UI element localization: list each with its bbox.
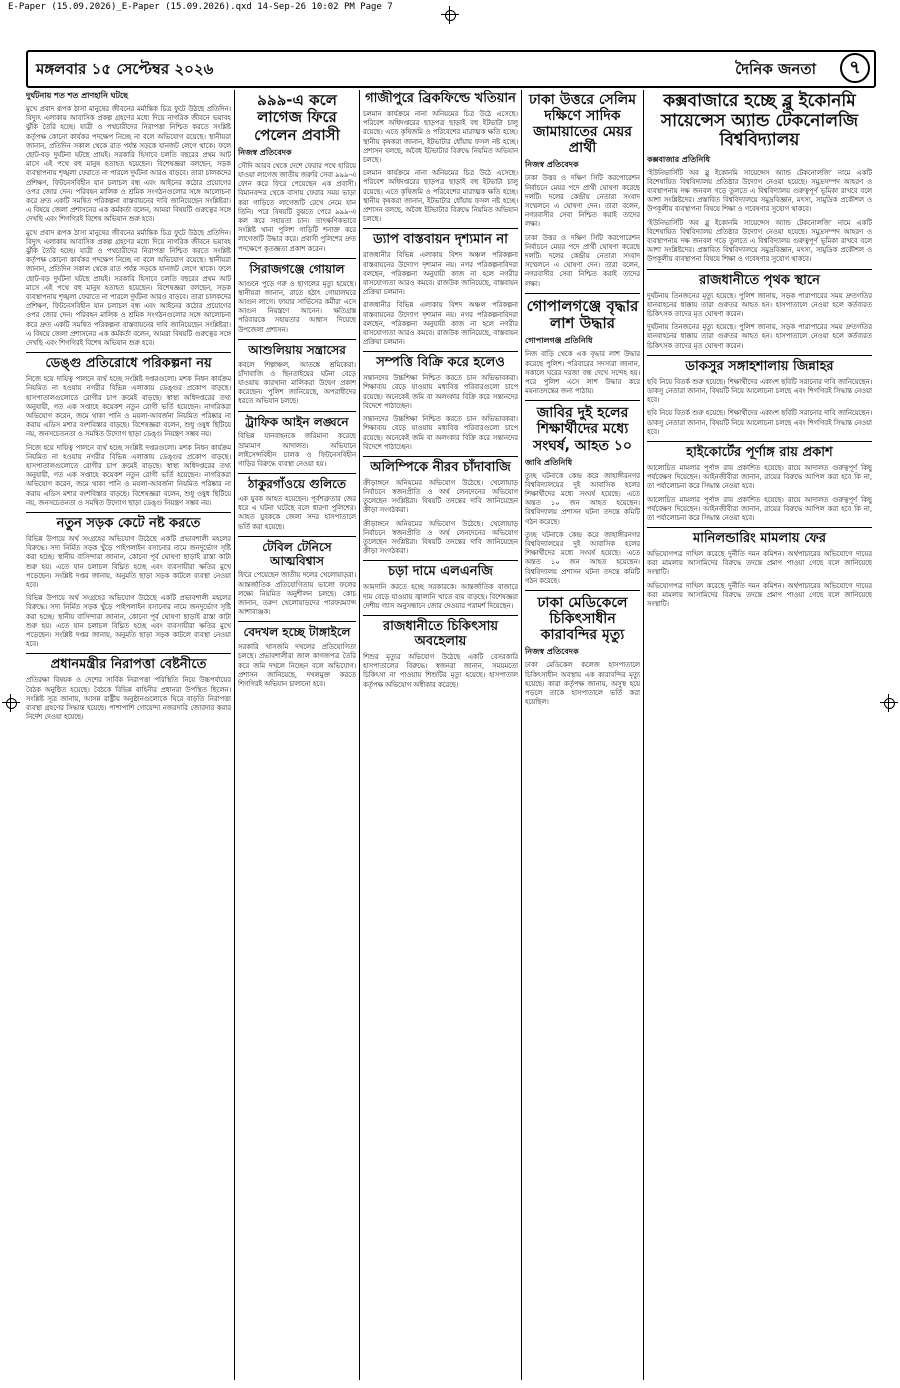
- registration-mark-icon: [880, 694, 898, 712]
- byline: গোপালগঞ্জ প্রতিনিধি: [525, 336, 593, 346]
- divider: [26, 512, 231, 513]
- headline: কক্সবাজারে হচ্ছে ব্লু ইকোনমি সায়েন্সেস অ্যান্ড টেকনোলজি বিশ্ববিদ্যালয়: [660, 91, 859, 151]
- article-body: রাজধানীর বিভিন্ন এলাকায় বিশদ অঞ্চল পরিকল্পনা বাস্তবায়নের উদ্যোগ দৃশ্যমান নয়। নগর পরিকল্পনাবিদরা বলছেন, পরিকল্পনা অনুযায়ী কাজ না হলে নগরীর বাসযোগ্যতা আরও কমবে। রাজউক জানিয়েছে, বাস্তবায়ন প্রক্রিয়া চলমান।: [363, 301, 518, 347]
- column-1: [26, 90, 231, 1380]
- headline: গাজীপুরে ব্রিকফিল্ডে খতিয়ান: [365, 91, 516, 106]
- article-body: আমদানি করতে হচ্ছে সরকারকে। আন্তর্জাতিক বাজারে দাম বেড়ে যাওয়ায় জ্বালানি খাতে ব্যয় বাড়ছে। বিশেষজ্ঞরা দেশীয় গ্যাস অনুসন্ধানে জোর দেওয়ার পরামর্শ দিয়েছেন।: [363, 583, 518, 610]
- column-5: [647, 90, 872, 1380]
- headline: সিরাজগঞ্জে গোয়াল: [249, 261, 345, 276]
- divider: [363, 351, 518, 352]
- headline: টেবিল টেনিসে আত্মবিশ্বাস: [262, 539, 332, 568]
- article-body: বিভিন্ন উপায়ে অর্থ সংগ্রহের অভিযোগ উঠেছে একটি প্রভাবশালী মহলের বিরুদ্ধে। সদ্য নির্মিত সড়ক খুঁড়ে পাইপলাইন বসানোর নামে জনদুর্ভোগ সৃষ্টি করা হচ্ছে। স্থানীয় বাসিন্দারা জানান, কোনো পূর্ব ঘোষণা ছাড়াই রাস্তা কাটা শুরু হয়। এতে যান চলাচল বিঘ্নিত হচ্ছে এবং ব্যবসায়ীরা ক্ষতির মুখে পড়েছেন। সংশ্লিষ্ট দপ্তর জানায়, অনুমতি ছাড়া সড়ক কাটলে ব্যবস্থা নেওয়া হবে।: [26, 594, 231, 649]
- article-body: ঢাকা উত্তর ও দক্ষিণ সিটি করপোরেশন নির্বাচনে মেয়র পদে প্রার্থী ঘোষণা করেছে দলটি। দলের কেন্দ্রীয় নেতারা সংবাদ সম্মেলনে এ ঘোষণা দেন। তারা বলেন, নগরবাসীর সেবা নিশ্চিত করাই তাদের লক্ষ্য।: [525, 174, 640, 229]
- article-body: সরকারি খাসজমি দখলের প্রতিযোগিতা চলছে। প্রভাবশালীরা জাল কাগজপত্র তৈরি করে জমি দখলে নিচ্ছেন বলে অভিযোগ। প্রশাসন জানিয়েছে, দখলমুক্ত করতে শিগগিরই অভিযান চালানো হবে।: [238, 643, 356, 689]
- headline: রাজধানীতে পৃথক স্থানে: [699, 272, 820, 288]
- article-body: কবলে শিল্পাঞ্চল, আতঙ্কে শ্রমিকেরা। চাঁদাবাজি ও ছিনতাইয়ের ঘটনা বেড়ে যাওয়ায় কারখানা মালিকরা উদ্বেগ প্রকাশ করেছেন। পুলিশ জানিয়েছে, অপরাধীদের ধরতে অভিযান চলছে।: [238, 360, 356, 406]
- article-body: সৌদি আরব থেকে দেশে ফেরার পথে হারিয়ে যাওয়া লাগেজ জাতীয় জরুরি সেবা ৯৯৯-এ ফোন করে ফিরে পেয়েছেন এক প্রবাসী। বিমানবন্দর থেকে বাসায় ফেরার সময় ভাড়া করা গাড়িতে লাগেজটি রেখে নেমে যান তিনি। পরে বিষয়টি বুঝতে পেরে ৯৯৯-এ কল করে সহায়তা চান। তাৎক্ষণিকভাবে সংশ্লিষ্ট থানা পুলিশ গাড়িটি শনাক্ত করে লাগেজটি উদ্ধার করে। প্রবাসী পুলিশের দ্রুত পদক্ষেপে কৃতজ্ঞতা প্রকাশ করেন।: [238, 161, 356, 253]
- headline: নতুন সড়ক কেটে নষ্ট করতে: [56, 516, 201, 532]
- divider: [525, 400, 640, 401]
- headline: ঠাকুরগাঁওয়ে গুলিতে: [248, 477, 346, 492]
- article-body: অভিযোগপত্র দাখিল করেছে দুর্নীতি দমন কমিশন। অর্থপাচারের অভিযোগে দায়ের করা মামলায় আসামিদের বিরুদ্ধে তদন্তে প্রমাণ পাওয়া গেছে বলে জানিয়েছে সংস্থাটি।: [647, 550, 872, 577]
- article-body: রাজধানীর বিভিন্ন এলাকায় বিশদ অঞ্চল পরিকল্পনা বাস্তবায়নের উদ্যোগ দৃশ্যমান নয়। নগর পরিকল্পনাবিদরা বলছেন, পরিকল্পনা অনুযায়ী কাজ না হলে নগরীর বাসযোগ্যতা আরও কমবে। রাজউক জানিয়েছে, বাস্তবায়ন প্রক্রিয়া চলমান।: [363, 251, 518, 297]
- byline: কক্সবাজার প্রতিনিধি: [647, 154, 711, 164]
- headline: গোপালগঞ্জে বৃদ্ধার লাশ উদ্ধার: [526, 296, 639, 333]
- byline: জাবি প্রতিনিধি: [525, 457, 573, 467]
- column-4: [525, 90, 640, 1380]
- article-body: তুচ্ছ ঘটনাকে কেন্দ্র করে জাহাঙ্গীরনগর বিশ্ববিদ্যালয়ের দুই আবাসিক হলের শিক্ষার্থীদের মধ্যে সংঘর্ষ হয়েছে। এতে অন্তত ১০ জন আহত হয়েছেন। বিশ্ববিদ্যালয় প্রশাসন ঘটনা তদন্তে কমিটি গঠন করেছে।: [525, 471, 640, 526]
- article-body: দুর্ঘটনায় তিনজনের মৃত্যু হয়েছে। পুলিশ জানায়, সড়ক পারাপারের সময় দ্রুতগতির যানবাহনের ধাক্কায় তারা গুরুতর আহত হন। হাসপাতালে নেওয়া হলে কর্তব্যরত চিকিৎসক তাদের মৃত ঘোষণা করেন।: [647, 323, 872, 350]
- byline: নিজস্ব প্রতিবেদক: [525, 647, 579, 657]
- headline: ট্রাফিক আইন লঙ্ঘনে: [245, 414, 349, 429]
- article-body: প্রতিরক্ষা বিষয়ক ও দেশের সার্বিক নিরাপত্তা পরিস্থিতি নিয়ে উচ্চপর্যায়ের বৈঠক অনুষ্ঠিত হয়েছে। বৈঠকে বিভিন্ন বাহিনীর প্রধানরা উপস্থিত ছিলেন। সংশ্লিষ্ট সূত্র জানায়, আসন্ন রাষ্ট্রীয় অনুষ্ঠানগুলোকে ঘিরে বাড়তি নিরাপত্তা ব্যবস্থা গ্রহণের সিদ্ধান্ত হয়েছে। পাশাপাশি গোয়েন্দা নজরদারি জোরদার করার নির্দেশ দেওয়া হয়েছে।: [26, 676, 231, 722]
- byline: নিজস্ব প্রতিবেদক: [525, 160, 579, 170]
- divider: [647, 441, 872, 442]
- divider: [26, 352, 231, 353]
- headline: ডাকসুর সঙ্গাহশালায় জিন্নাহর: [685, 358, 834, 374]
- article-body: আলোচিত মামলার পূর্ণাঙ্গ রায় প্রকাশিত হয়েছে। রায়ে আদালত গুরুত্বপূর্ণ কিছু পর্যবেক্ষণ দিয়েছেন। আইনজীবীরা জানান, রায়ের বিরুদ্ধে আপিল করা হবে কি না, তা পর্যালোচনা করে সিদ্ধান্ত নেওয়া হবে।: [647, 463, 872, 491]
- divider: [363, 228, 518, 229]
- headline: ৯৯৯-এ কলে লাগেজ ফিরে পেলেন প্রবাসী: [254, 91, 340, 144]
- masthead: [26, 50, 876, 88]
- divider: [363, 615, 518, 616]
- article-kicker: দুর্ঘটনায় শত শত প্রাণহানি ঘটছে: [26, 91, 129, 100]
- article-body: অভিযোগপত্র দাখিল করেছে দুর্নীতি দমন কমিশন। অর্থপাচারের অভিযোগে দায়ের করা মামলায় আসামিদের বিরুদ্ধে তদন্তে প্রমাণ পাওয়া গেছে বলে জানিয়েছে সংস্থাটি।: [647, 581, 872, 609]
- column-divider: [643, 90, 644, 1380]
- registration-mark-icon: [2, 694, 20, 712]
- divider: [647, 269, 872, 270]
- column-divider: [359, 90, 360, 1380]
- article-body: বিভিন্ন যানবাহনকে জরিমানা করেছে ভ্রাম্যমাণ আদালত। অভিযানে লাইসেন্সবিহীন চালক ও ফিটনেসবিহীন গাড়ির বিরুদ্ধে ব্যবস্থা নেওয়া হয়।: [238, 432, 356, 469]
- headline: অলিম্পিকে নীরব চাঁদাবাজি: [370, 459, 511, 475]
- article-body: নিজে হয়ে দায়িত্ব পালনে ব্যর্থ হচ্ছে সংশ্লিষ্ট দপ্তরগুলো। মশক নিধন কার্যক্রম নিয়মিত না হওয়ায় নগরীর বিভিন্ন এলাকায় ডেঙ্গুর প্রকোপ বাড়ছে। হাসপাতালগুলোতে রোগীর চাপ ক্রমেই বাড়ছে। স্বাস্থ্য অধিদপ্তরের তথ্য অনুযায়ী, গত এক সপ্তাহে কয়েকশ নতুন রোগী ভর্তি হয়েছেন। নাগরিকরা অভিযোগ করেন, জমে থাকা পানি ও ময়লা-আবর্জনা নিয়মিত পরিষ্কার না করায় এডিস মশার বংশবিস্তার বাড়ছে। বিশেষজ্ঞরা বলেন, শুধু ওষুধ ছিটিয়ে নয়, জনসচেতনতা ও সমন্বিত উদ্যোগ ছাড়া ডেঙ্গু নিয়ন্ত্রণ সম্ভব নয়।: [26, 443, 231, 507]
- headline: জাবির দুই হলের শিক্ষার্থীদের মধ্যে সংঘর্ষ, আহত ১০: [532, 405, 633, 454]
- article-body: ক্রীড়াঙ্গনে অনিয়মের অভিযোগ উঠেছে। খেলোয়াড় নির্বাচনে স্বজনপ্রীতি ও অর্থ লেনদেনের অভিযোগ তুলেছেন সংশ্লিষ্টরা। বিষয়টি তদন্তের দাবি জানিয়েছেন ক্রীড়া সংগঠকরা।: [363, 519, 518, 556]
- issue-date: মঙ্গলবার ১৫ সেপ্টেম্বর ২০২৬: [36, 60, 214, 78]
- article-body: সন্তানদের উচ্চশিক্ষা নিশ্চিত করতে চান অভিভাবকরা। শিক্ষাব্যয় বেড়ে যাওয়ায় মধ্যবিত্ত পরিবারগুলো চাপে রয়েছে। অনেকেই জমি বা অলংকার বিক্রি করে সন্তানদের বিদেশে পাঠাচ্ছেন।: [363, 374, 518, 410]
- article-body: চলমান কার্যক্রমে নানা অনিয়মের চিত্র উঠে এসেছে। পরিবেশ অধিদপ্তরের ছাড়পত্র ছাড়াই বহু ইটভাটা চালু রয়েছে। এতে কৃষিজমি ও পরিবেশের মারাত্মক ক্ষতি হচ্ছে। স্থানীয় কৃষকরা জানান, ইটভাটার ধোঁয়ায় ফসল নষ্ট হচ্ছে। প্রশাসন বলছে, অবৈধ ইটভাটার বিরুদ্ধে নিয়মিত অভিযান চলছে।: [363, 169, 518, 224]
- article-body: ঢাকা উত্তর ও দক্ষিণ সিটি করপোরেশন নির্বাচনে মেয়র পদে প্রার্থী ঘোষণা করেছে দলটি। দলের কেন্দ্রীয় নেতারা সংবাদ সম্মেলনে এ ঘোষণা দেন। তারা বলেন, নগরবাসীর সেবা নিশ্চিত করাই তাদের লক্ষ্য।: [525, 233, 640, 288]
- divider: [238, 339, 356, 340]
- divider: [363, 456, 518, 457]
- headline: ঢাকা উত্তরে সেলিম দক্ষিণে সাদিক জামায়াতের মেয়র প্রার্থী: [529, 92, 636, 157]
- article-body: ক্রীড়াঙ্গনে অনিয়মের অভিযোগ উঠেছে। খেলোয়াড় নির্বাচনে স্বজনপ্রীতি ও অর্থ লেনদেনের অভিযোগ তুলেছেন সংশ্লিষ্টরা। বিষয়টি তদন্তের দাবি জানিয়েছেন ক্রীড়া সংগঠকরা।: [363, 478, 518, 515]
- divider: [525, 293, 640, 294]
- article-body: মুখে প্রবাদ রূপক ঠাসা মানুষের জীবনের মর্মান্তিক চিত্র ফুটে উঠছে প্রতিদিন। বিদ্যুৎ এলাকায় আবাসিক প্রকল্প গ্রহণের মধ্যে দিয়ে নাগরিক জীবনে ভয়াবহ ঝুঁকি তৈরি হচ্ছে। যাত্রী ও পথচারীদের নিরাপত্তা নিশ্চিত করতে সংশ্লিষ্ট কর্তৃপক্ষ কোনো কার্যকর পদক্ষেপ নিচ্ছে না বলে অভিযোগ রয়েছে। স্থানীয়রা জানান, প্রতিদিন সকাল থেকে রাত পর্যন্ত সড়কে যানজট লেগে থাকে। ফলে ছোট-বড় দুর্ঘটনা ঘটছে প্রায়ই। সরকারি হিসাবে চলতি বছরের প্রথম আট মাসে এই পথে বহু মানুষ হতাহত হয়েছেন। বিশেষজ্ঞরা বলছেন, সড়ক ব্যবস্থাপনায় শৃঙ্খলা ফেরাতে না পারলে দুর্ঘটনা আরও বাড়বে। তারা চালকদের প্রশিক্ষণ, ফিটনেসবিহীন যান চলাচল বন্ধ এবং আইনের কঠোর প্রয়োগের ওপর জোর দেন। পরিবহন মালিক ও শ্রমিক সংগঠনগুলোর সঙ্গে আলোচনা করে দ্রুত একটি সমন্বিত পরিকল্পনা বাস্তবায়নের দাবি জানিয়েছেন সংশ্লিষ্টরা। এ বিষয়ে জেলা প্রশাসনের এক কর্মকর্তা বলেন, আমরা বিষয়টি গুরুত্বের সঙ্গে দেখছি এবং শিগগিরই বিশেষ অভিযান শুরু হবে।: [26, 228, 231, 348]
- headline: সম্পত্তি বিক্রি করে হলেও: [376, 355, 505, 371]
- article-body: নিজ বাড়ি থেকে এক বৃদ্ধার লাশ উদ্ধার করেছে পুলিশ। পরিবারের সদস্যরা জানান, সকালে ঘরের দরজা বন্ধ দেখে সন্দেহ হয়। পরে পুলিশ এসে লাশ উদ্ধার করে ময়নাতদন্তের জন্য পাঠায়।: [525, 350, 640, 396]
- headline: বেদখল হচ্ছে টাঙ্গাইলে: [243, 625, 351, 640]
- column-divider: [234, 90, 235, 1380]
- column-3: [363, 90, 518, 1380]
- article-body: ‘ইউনিভার্সিটি অব ব্লু ইকোনমি সায়েন্সেস অ্যান্ড টেকনোলজি’ নামে একটি বিশেষায়িত বিশ্ববিদ্যালয় প্রতিষ্ঠার উদ্যোগ নেওয়া হয়েছে। সমুদ্রসম্পদ আহরণ ও ব্যবস্থাপনায় দক্ষ জনবল গড়ে তুলতে এ বিশ্ববিদ্যালয় গুরুত্বপূর্ণ ভূমিকা রাখবে বলে আশা সংশ্লিষ্টদের। প্রস্তাবিত বিশ্ববিদ্যালয়ে সমুদ্রবিজ্ঞান, মৎস্য, সামুদ্রিক প্রকৌশল ও উপকূলীয় ব্যবস্থাপনা বিষয়ে শিক্ষা ও গবেষণার সুযোগ থাকবে।: [647, 218, 872, 264]
- divider: [238, 536, 356, 537]
- article-body: মুখে প্রবাদ রূপক ঠাসা মানুষের জীবনের মর্মান্তিক চিত্র ফুটে উঠছে প্রতিদিন। বিদ্যুৎ এলাকায় আবাসিক প্রকল্প গ্রহণের মধ্যে দিয়ে নাগরিক জীবনে ভয়াবহ ঝুঁকি তৈরি হচ্ছে। যাত্রী ও পথচারীদের নিরাপত্তা নিশ্চিত করতে সংশ্লিষ্ট কর্তৃপক্ষ কোনো কার্যকর পদক্ষেপ নিচ্ছে না বলে অভিযোগ রয়েছে। স্থানীয়রা জানান, প্রতিদিন সকাল থেকে রাত পর্যন্ত সড়কে যানজট লেগে থাকে। ফলে ছোট-বড় দুর্ঘটনা ঘটছে প্রায়ই। সরকারি হিসাবে চলতি বছরের প্রথম আট মাসে এই পথে বহু মানুষ হতাহত হয়েছেন। বিশেষজ্ঞরা বলছেন, সড়ক ব্যবস্থাপনায় শৃঙ্খলা ফেরাতে না পারলে দুর্ঘটনা আরও বাড়বে। তারা চালকদের প্রশিক্ষণ, ফিটনেসবিহীন যান চলাচল বন্ধ এবং আইনের কঠোর প্রয়োগের ওপর জোর দেন। পরিবহন মালিক ও শ্রমিক সংগঠনগুলোর সঙ্গে আলোচনা করে দ্রুত একটি সমন্বিত পরিকল্পনা বাস্তবায়নের দাবি জানিয়েছেন সংশ্লিষ্টরা। এ বিষয়ে জেলা প্রশাসনের এক কর্মকর্তা বলেন, আমরা বিষয়টি গুরুত্বের সঙ্গে দেখছি এবং শিগগিরই বিশেষ অভিযান শুরু হবে।: [26, 105, 231, 224]
- article-body: বিভিন্ন উপায়ে অর্থ সংগ্রহের অভিযোগ উঠেছে একটি প্রভাবশালী মহলের বিরুদ্ধে। সদ্য নির্মিত সড়ক খুঁড়ে পাইপলাইন বসানোর নামে জনদুর্ভোগ সৃষ্টি করা হচ্ছে। স্থানীয় বাসিন্দারা জানান, কোনো পূর্ব ঘোষণা ছাড়াই রাস্তা কাটা শুরু হয়। এতে যান চলাচল বিঘ্নিত হচ্ছে এবং ব্যবসায়ীরা ক্ষতির মুখে পড়েছেন। সংশ্লিষ্ট দপ্তর জানায়, অনুমতি ছাড়া সড়ক কাটলে ব্যবস্থা নেওয়া হবে।: [26, 535, 231, 590]
- headline: প্রধানমন্ত্রীর নিরাপত্তা বেষ্টনীতে: [50, 657, 207, 673]
- column-2: [238, 90, 356, 1380]
- article-body: চলমান কার্যক্রমে নানা অনিয়মের চিত্র উঠে এসেছে। পরিবেশ অধিদপ্তরের ছাড়পত্র ছাড়াই বহু ইটভাটা চালু রয়েছে। এতে কৃষিজমি ও পরিবেশের মারাত্মক ক্ষতি হচ্ছে। স্থানীয় কৃষকরা জানান, ইটভাটার ধোঁয়ায় ফসল নষ্ট হচ্ছে। প্রশাসন বলছে, অবৈধ ইটভাটার বিরুদ্ধে নিয়মিত অভিযান চলছে।: [363, 109, 518, 164]
- headline: আশুলিয়ায় সন্ত্রাসের: [248, 342, 346, 357]
- headline: মানিলন্ডারিং মামলায় ফের: [692, 531, 827, 547]
- headline: ড্যাপ বাস্তবায়ন দৃশ্যমান না: [373, 232, 508, 248]
- article-body: দুর্ঘটনায় তিনজনের মৃত্যু হয়েছে। পুলিশ জানায়, সড়ক পারাপারের সময় দ্রুতগতির যানবাহনের ধাক্কায় তারা গুরুতর আহত হন। হাসপাতালে নেওয়া হলে কর্তব্যরত চিকিৎসক তাদের মৃত ঘোষণা করেন।: [647, 291, 872, 319]
- divider: [238, 258, 356, 259]
- registration-mark-icon: [441, 6, 459, 24]
- divider: [525, 590, 640, 591]
- divider: [238, 473, 356, 474]
- divider: [238, 411, 356, 412]
- divider: [647, 355, 872, 356]
- headline: হাইকোর্টের পূর্ণাঙ্গ রায় প্রকাশ: [686, 444, 833, 460]
- article-body: এক যুবক আহত হয়েছেন। পূর্বশত্রুতার জের ধরে এ ঘটনা ঘটেছে বলে ধারণা পুলিশের। আহত যুবককে জেলা সদর হাসপাতালে ভর্তি করা হয়েছে।: [238, 495, 356, 531]
- file-info-line: E-Paper (15.09.2026)_E-Paper (15.09.2026).qxd 14-Sep-26 10:02 PM Page 7: [8, 2, 393, 12]
- article-body: নিজে হয়ে দায়িত্ব পালনে ব্যর্থ হচ্ছে সংশ্লিষ্ট দপ্তরগুলো। মশক নিধন কার্যক্রম নিয়মিত না হওয়ায় নগরীর বিভিন্ন এলাকায় ডেঙ্গুর প্রকোপ বাড়ছে। হাসপাতালগুলোতে রোগীর চাপ ক্রমেই বাড়ছে। স্বাস্থ্য অধিদপ্তরের তথ্য অনুযায়ী, গত এক সপ্তাহে কয়েকশ নতুন রোগী ভর্তি হয়েছেন। নাগরিকরা অভিযোগ করেন, জমে থাকা পানি ও ময়লা-আবর্জনা নিয়মিত পরিষ্কার না করায় এডিস মশার বংশবিস্তার বাড়ছে। বিশেষজ্ঞরা বলেন, শুধু ওষুধ ছিটিয়ে নয়, জনসচেতনতা ও সমন্বিত উদ্যোগ ছাড়া ডেঙ্গু নিয়ন্ত্রণ সম্ভব নয়।: [26, 375, 231, 439]
- article-body: শিশুর মৃত্যুর অভিযোগ উঠেছে একটি বেসরকারি হাসপাতালের বিরুদ্ধে। স্বজনরা জানান, সময়মতো চিকিৎসা না পাওয়ায় শিশুটির মৃত্যু হয়েছে। হাসপাতাল কর্তৃপক্ষ অভিযোগ অস্বীকার করেছে।: [363, 652, 518, 689]
- article-body: ছবি নিয়ে বিতর্ক শুরু হয়েছে। শিক্ষার্থীদের একাংশ ছবিটি সরানোর দাবি জানিয়েছেন। ডাকসু নেতারা জানান, বিষয়টি নিয়ে আলোচনা চলছে এবং শিগগিরই সিদ্ধান্ত নেওয়া হবে।: [647, 377, 872, 405]
- divider: [26, 653, 231, 654]
- article-body: ছবি নিয়ে বিতর্ক শুরু হয়েছে। শিক্ষার্থীদের একাংশ ছবিটি সরানোর দাবি জানিয়েছেন। ডাকসু নেতারা জানান, বিষয়টি নিয়ে আলোচনা চলছে এবং শিগগিরই সিদ্ধান্ত নেওয়া হবে।: [647, 409, 872, 436]
- divider: [363, 560, 518, 561]
- divider: [647, 527, 872, 528]
- article-body: সন্তানদের উচ্চশিক্ষা নিশ্চিত করতে চান অভিভাবকরা। শিক্ষাব্যয় বেড়ে যাওয়ায় মধ্যবিত্ত পরিবারগুলো চাপে রয়েছে। অনেকেই জমি বা অলংকার বিক্রি করে সন্তানদের বিদেশে পাঠাচ্ছেন।: [363, 415, 518, 451]
- article-body: তুচ্ছ ঘটনাকে কেন্দ্র করে জাহাঙ্গীরনগর বিশ্ববিদ্যালয়ের দুই আবাসিক হলের শিক্ষার্থীদের মধ্যে সংঘর্ষ হয়েছে। এতে অন্তত ১০ জন আহত হয়েছেন। বিশ্ববিদ্যালয় প্রশাসন ঘটনা তদন্তে কমিটি গঠন করেছে।: [525, 530, 640, 585]
- headline: চড়া দামে এলএনজি: [388, 564, 493, 580]
- column-divider: [521, 90, 522, 1380]
- headline: রাজধানীতে চিকিৎসায় অবহেলায়: [382, 619, 499, 649]
- article-body: ‘ইউনিভার্সিটি অব ব্লু ইকোনমি সায়েন্সেস অ্যান্ড টেকনোলজি’ নামে একটি বিশেষায়িত বিশ্ববিদ্যালয় প্রতিষ্ঠার উদ্যোগ নেওয়া হয়েছে। সমুদ্রসম্পদ আহরণ ও ব্যবস্থাপনায় দক্ষ জনবল গড়ে তুলতে এ বিশ্ববিদ্যালয় গুরুত্বপূর্ণ ভূমিকা রাখবে বলে আশা সংশ্লিষ্টদের। প্রস্তাবিত বিশ্ববিদ্যালয়ে সমুদ্রবিজ্ঞান, মৎস্য, সামুদ্রিক প্রকৌশল ও উপকূলীয় ব্যবস্থাপনা বিষয়ে শিক্ষা ও গবেষণার সুযোগ থাকবে।: [647, 168, 872, 214]
- article-body: ফিরে পেয়েছেন জাতীয় দলের খেলোয়াড়রা। আন্তর্জাতিক প্রতিযোগিতায় ভালো ফলের লক্ষ্যে নিয়মিত অনুশীলন চলছে। কোচ জানান, তরুণ খেলোয়াড়দের পারফরম্যান্স আশাব্যঞ্জক।: [238, 571, 356, 617]
- headline: ঢাকা মেডিকেলে চিকিৎসাধীন কারাবন্দির মৃত্যু: [537, 595, 628, 644]
- article-body: আলোচিত মামলার পূর্ণাঙ্গ রায় প্রকাশিত হয়েছে। রায়ে আদালত গুরুত্বপূর্ণ কিছু পর্যবেক্ষণ দিয়েছেন। আইনজীবীরা জানান, রায়ের বিরুদ্ধে আপিল করা হবে কি না, তা পর্যালোচনা করে সিদ্ধান্ত নেওয়া হবে।: [647, 495, 872, 522]
- newspaper-name: দৈনিক জনতা: [735, 60, 816, 78]
- article-body: আগুনে পুড়ে গরু ও ছাগলের মৃত্যু হয়েছে। স্থানীয়রা জানান, রাতে হঠাৎ গোয়ালঘরে আগুন লাগে। ফায়ার সার্ভিসের কর্মীরা এসে আগুন নিয়ন্ত্রণে আনেন। ক্ষতিগ্রস্ত পরিবারকে সহায়তার আশ্বাস দিয়েছে উপজেলা প্রশাসন।: [238, 279, 356, 334]
- divider: [238, 621, 356, 622]
- page-number: ৭: [840, 53, 870, 83]
- article-body: ঢাকা মেডিকেল কলেজ হাসপাতালে চিকিৎসাধীন অবস্থায় এক কারাবন্দির মৃত্যু হয়েছে। কারা কর্তৃপক্ষ জানায়, অসুস্থ হয়ে পড়লে তাকে হাসপাতালে ভর্তি করা হয়েছিল।: [525, 661, 640, 707]
- headline: ডেঙ্গু প্রতিরোধে পরিকল্পনা নয়: [45, 356, 212, 372]
- byline: নিজস্ব প্রতিবেদক: [238, 147, 292, 157]
